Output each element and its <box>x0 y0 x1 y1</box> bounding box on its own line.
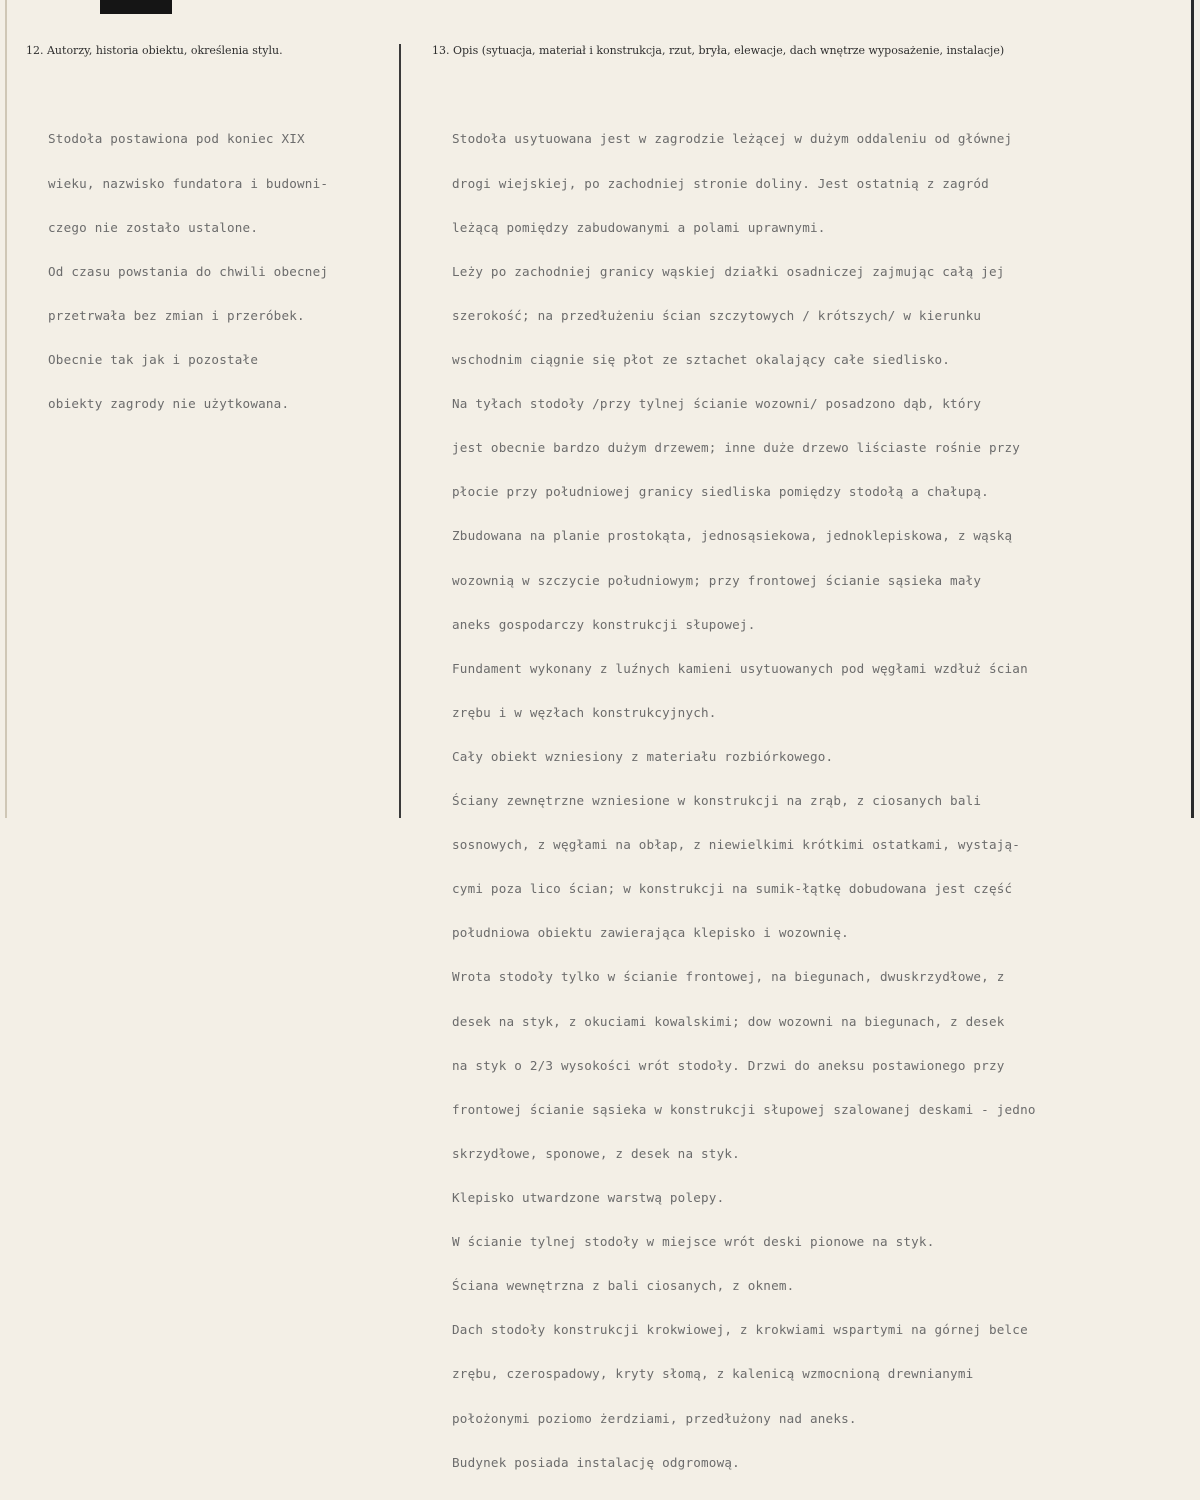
text-line: zrębu, czerospadowy, kryty słomą, z kalenicą wzmocnioną drewnianymi <box>452 1366 974 1382</box>
text-line: szerokość; na przedłużeniu ścian szczytowych / krótszych/ w kierunku <box>452 307 982 323</box>
text-line: na styk o 2/3 wysokości wrót stodoły. Drzwi do aneksu postawionego przy <box>452 1057 1005 1073</box>
text-line: Cały obiekt wzniesiony z materiału rozbiórkowego. <box>452 748 834 764</box>
text-line: aneks gospodarczy konstrukcji słupowej. <box>452 616 756 632</box>
text-line: Klepisko utwardzone warstwą polepy. <box>452 1190 725 1206</box>
text-line: Leży po zachodniej granicy wąskiej działki osadniczej zajmując całą jej <box>452 263 1005 279</box>
text-line: Wrota stodoły tylko w ścianie frontowej, na biegunach, dwuskrzydłowe, z <box>452 969 1005 985</box>
text-line: desek na styk, z okuciami kowalskimi; dow wozowni na biegunach, z desek <box>452 1013 1005 1029</box>
text-line: Na tyłach stodoły /przy tylnej ścianie wozowni/ posadzono dąb, który <box>452 396 982 412</box>
text-line: Ściany zewnętrzne wzniesione w konstrukcji na zrąb, z ciosanych bali <box>452 793 982 809</box>
text-line: wozownią w szczycie południowym; przy frontowej ścianie sąsieka mały <box>452 572 982 588</box>
text-line: czego nie zostało ustalone. <box>48 219 259 235</box>
text-line: Od czasu powstania do chwili obecnej <box>48 263 329 279</box>
text-line: skrzydłowe, sponowe, z desek na styk. <box>452 1145 740 1161</box>
section12-heading: 12. Autorzy, historia obiektu, określenia stylu. <box>26 44 283 57</box>
column-divider <box>399 44 401 818</box>
black-tab-mark <box>100 0 172 14</box>
text-line: W ścianie tylnej stodoły w miejsce wrót deski pionowe na styk. <box>452 1234 935 1250</box>
text-line: położonymi poziomo żerdziami, przedłużony nad aneks. <box>452 1410 857 1426</box>
text-line: frontowej ścianie sąsieka w konstrukcji słupowej szalowanej deskami - jedno <box>452 1101 1036 1117</box>
text-line: Zbudowana na planie prostokąta, jednosąsiekowa, jednoklepiskowa, z wąską <box>452 528 1013 544</box>
text-line: sosnowych, z węgłami na obłap, z niewielkimi krótkimi ostatkami, wystają- <box>452 837 1021 853</box>
text-line: Stodoła usytuowana jest w zagrodzie leżącej w dużym oddaleniu od głównej <box>452 131 1013 147</box>
text-line: płocie przy południowej granicy siedliska pomiędzy stodołą a chałupą. <box>452 484 989 500</box>
text-line: wschodnim ciągnie się płot ze sztachet okalający całe siedlisko. <box>452 351 951 367</box>
text-line: Dach stodoły konstrukcji krokwiowej, z krokwiami wspartymi na górnej belce <box>452 1322 1028 1338</box>
text-line: wieku, nazwisko fundatora i budowni- <box>48 175 329 191</box>
text-line: Stodoła postawiona pod koniec XIX <box>48 131 305 147</box>
text-line: drogi wiejskiej, po zachodniej stronie doliny. Jest ostatnią z zagród <box>452 175 989 191</box>
text-line: południowa obiektu zawierająca klepisko i wozownię. <box>452 925 849 941</box>
text-line: Ściana wewnętrzna z bali ciosanych, z oknem. <box>452 1278 795 1294</box>
description-text <box>452 103 1036 1500</box>
section13-heading: 13. Opis (sytuacja, materiał i konstrukcja, rzut, bryła, elewacje, dach wnętrze wyposażenie, instalacje) <box>432 44 1005 57</box>
text-line: przetrwała bez zmian i przeróbek. <box>48 307 305 323</box>
text-line: obiekty zagrody nie użytkowana. <box>48 396 290 412</box>
right-edge <box>1191 0 1194 818</box>
text-line: zrębu i w węzłach konstrukcyjnych. <box>452 704 717 720</box>
left-edge <box>5 0 7 818</box>
text-line: Obecnie tak jak i pozostałe <box>48 351 259 367</box>
text-line: leżącą pomiędzy zabudowanymi a polami uprawnymi. <box>452 219 826 235</box>
text-line: cymi poza lico ścian; w konstrukcji na sumik-łątkę dobudowana jest część <box>452 881 1013 897</box>
text-line: jest obecnie bardzo dużym drzewem; inne duże drzewo liściaste rośnie przy <box>452 440 1021 456</box>
text-line: Budynek posiada instalację odgromową. <box>452 1454 740 1470</box>
text-line: Fundament wykonany z luźnych kamieni usytuowanych pod węgłami wzdłuż ścian <box>452 660 1028 676</box>
history-text <box>48 103 328 441</box>
